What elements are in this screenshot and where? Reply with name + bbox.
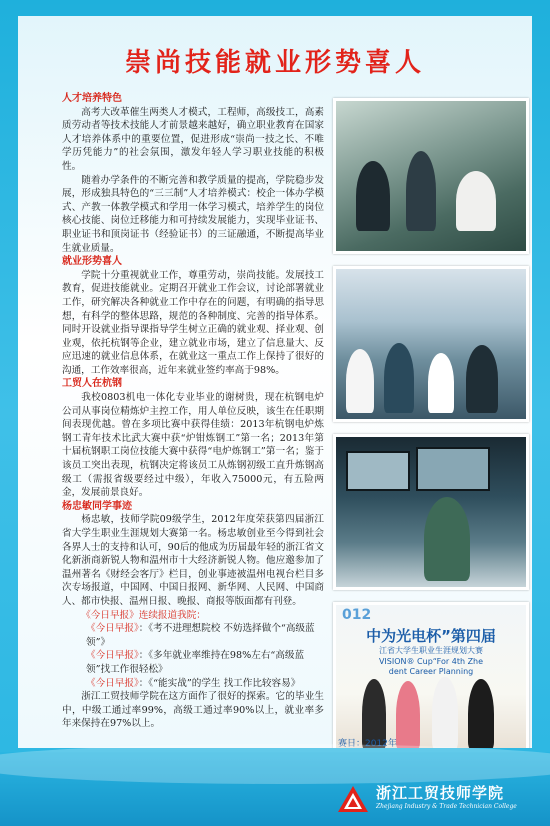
report-item	[62, 649, 324, 676]
report-item	[62, 622, 324, 649]
report-item	[62, 677, 324, 691]
report-title: ：《考不进理想院校 不妨选择做个“高级蓝领”》	[86, 623, 315, 648]
report-source: 《今日早报》	[86, 650, 139, 662]
trade-paragraph: 我校0803机电一体化专业毕业的谢树贵，现在杭钢电炉公司从事岗位精炼炉主控工作，用人单位反映，该生在任职期间表现优越。曾在多项比赛中获得佳绩：2013年杭钢电炉炼钢工青年技术比武大赛中获“炉钳炼钢工”第一名；2013年第十届杭钢职工岗位技能大赛中获得“电炉炼钢工”第一名；鉴于该员工突出表现，杭钢决定将该员工从炼钢初级工直升炼钢高级工（需报省级要经过中级），年收入75000元，有五险两金，发展前景良好。	[62, 392, 324, 499]
banner-subtitle-en: VISION® Cup“For 4th Zhe	[378, 657, 484, 666]
banner-number: 012	[342, 607, 372, 623]
report-source: 《今日早报》	[86, 677, 139, 689]
report-title: ：《多年就业率维持在98%左右“高级蓝领”找工作很轻松》	[86, 650, 305, 675]
report-source: 《今日早报》	[86, 623, 139, 635]
section-heading-alumni: 杨忠敏同学事迹	[62, 500, 132, 512]
reports-closing: 浙江工贸技师学院在这方面作了很好的探索。它的毕业生中，中级工通过率99%，高级工通过率90%以上，就业率多年来保持在97%以上。	[62, 691, 324, 730]
school-name: 浙江工贸技师学院	[376, 784, 505, 802]
banner-subtitle-en-2: dent Career Planning	[388, 667, 474, 676]
banner-date: 赛日：2012年	[338, 739, 397, 748]
section-heading-talent: 人才培养特色	[62, 93, 122, 104]
reports-heading: 《今日早报》连续报道我院：	[81, 609, 206, 621]
photo-award-ceremony	[333, 602, 529, 748]
employment-paragraph: 学院十分重视就业工作，尊重劳动，崇尚技能。发展技工教育，促进技能就业。定期召开就业工作会议，讨论部署就业工作，研究解决各种就业工作中存在的问题，有明确的指导思想，有科学的整体思路，规范的各种制度、完善的指导体系。同时开设就业指导课指导学生树立正确的就业观、择业观、创业观，依托杭钢等企业，建立就业市场，建立了信息量大、反应迅速的就业信息体系，在就业这一重点工作上保持了很好的沟通，工作效率很高，近年来就业签约率高于98%。	[62, 269, 324, 376]
alumni-paragraph: 杨忠敏，技师学院09级学生，2012年度荣获第四届浙江省大学生职业生涯规划大赛第一名。杨忠敏创业至今得到社会各界人士的支持和认可，90后的他成为历届最年轻的浙江省文化新浙商新锐人物和温州市十大经济新锐人物。他应邀参加了温州著名《财经会客厅》栏目，创业事迹被温州电视台栏目多次专场报道，中国网、中国日报网、新华网、人民网、中国商人、都市快报、温州日报、晚报、商报等版面都有刊登。	[62, 514, 324, 607]
photo-classroom	[333, 98, 529, 254]
school-logo-icon	[336, 784, 370, 814]
photo-control-room	[333, 434, 529, 590]
banner-subtitle: 江省大学生职业生涯规划大赛	[379, 646, 483, 655]
talent-paragraph-1: 高考大改革催生两类人才模式，工程师，高级技工，高素质劳动者等技术技能人才前景越来越好，确立职业教育在国家人才培养体系中的重要位置，促进形成“崇尚一技之长、不唯学历凭能力”的社会氛围，激发年轻人学习职业技能的积极性。	[62, 106, 324, 172]
footer-wave	[0, 744, 550, 784]
school-name-en: Zhejiang Industry & Trade Technician College	[376, 803, 517, 810]
report-title: ：《“能实战”的学生 找工作比较容易》	[138, 677, 301, 689]
talent-paragraph-2: 随着办学条件的不断完善和教学质量的提高，学院稳步发展，形成独具特色的“三三制”人才培养模式：校企一体办学模式、产教一体教学模式和学用一体学习模式，培养学生的岗位核心技能、岗位迁移能力和可持续发展能力，实现毕业证书、职业证书和顶岗证书（经验证书）的三证融通，不断提高毕业生就业质量。	[62, 174, 324, 254]
photo-job-fair	[333, 266, 529, 422]
article-column	[62, 92, 324, 731]
section-heading-employment: 就业形势喜人	[62, 256, 122, 268]
section-heading-trade: 工贸人在杭钢	[62, 378, 122, 390]
page-title: 崇尚技能就业形势喜人	[124, 48, 425, 78]
poster-panel	[18, 16, 532, 748]
banner-title: 中为光电杯”第四届	[366, 627, 496, 645]
